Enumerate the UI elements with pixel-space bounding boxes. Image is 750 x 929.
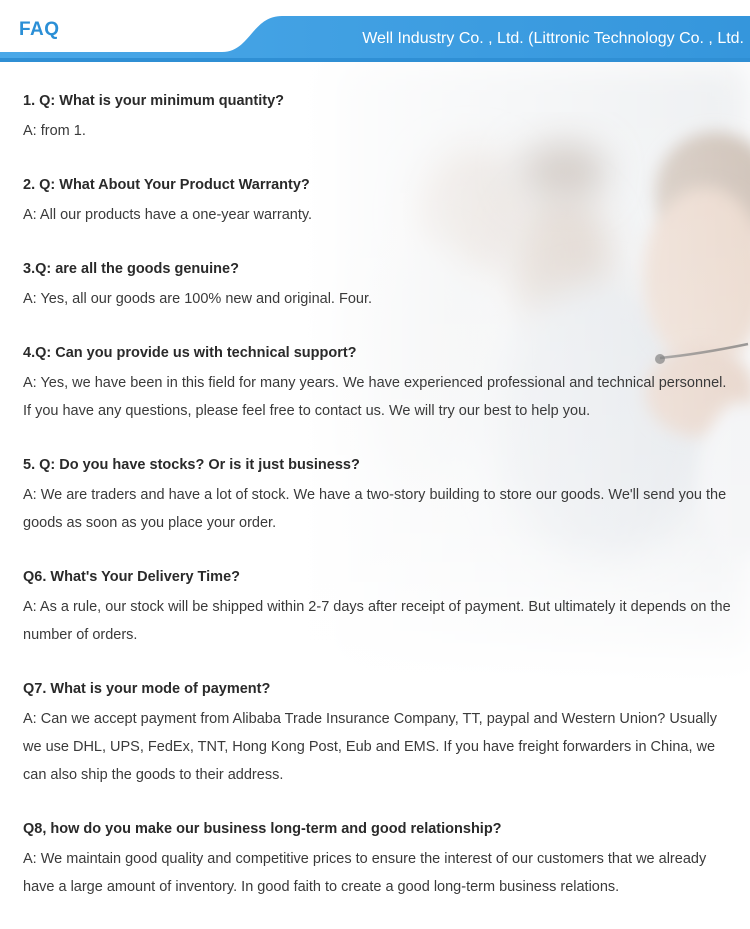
faq-list	[23, 89, 738, 929]
faq-answer: A: All our products have a one-year warranty.	[23, 207, 313, 223]
faq-question: Q6. What's Your Delivery Time?	[23, 569, 240, 585]
faq-question: Q8, how do you make our business long-term and good relationship?	[23, 821, 502, 837]
faq-answer: A: Yes, all our goods are 100% new and original. Four.	[23, 291, 373, 307]
faq-answer: A: We maintain good quality and competitive prices to ensure the interest of our customers that we already have a large amount of inventory. In good faith to create a good long-term business relations.	[23, 851, 707, 895]
faq-question: 5. Q: Do you have stocks? Or is it just business?	[23, 457, 360, 473]
faq-item	[23, 89, 738, 145]
faq-answer: A: As a rule, our stock will be shipped within 2-7 days after receipt of payment. But ultimately it depends on the number of orders.	[23, 599, 731, 643]
faq-question: 3.Q: are all the goods genuine?	[23, 261, 239, 277]
faq-item	[23, 453, 738, 537]
faq-item	[23, 257, 738, 313]
faq-question: 1. Q: What is your minimum quantity?	[23, 93, 285, 109]
company-name: Well Industry Co. , Ltd. (Littronic Technology Co. , Ltd.	[362, 30, 744, 47]
faq-question: Q7. What is your mode of payment?	[23, 681, 271, 697]
faq-answer: A: Yes, we have been in this field for many years. We have experienced professional and technical personnel. If you have any questions, please feel free to contact us. We will try our best to help you.	[23, 375, 727, 419]
faq-item	[23, 677, 738, 789]
faq-answer: A: We are traders and have a lot of stock. We have a two-story building to store our goods. We'll send you the goods as soon as you place your order.	[23, 487, 727, 531]
faq-item	[23, 341, 738, 425]
faq-answer: A: from 1.	[23, 123, 86, 139]
faq-item	[23, 565, 738, 649]
faq-question: 4.Q: Can you provide us with technical support?	[23, 345, 357, 361]
faq-item	[23, 817, 738, 901]
page-title: FAQ	[19, 19, 60, 40]
faq-question: 2. Q: What About Your Product Warranty?	[23, 177, 310, 193]
faq-answer: A: Can we accept payment from Alibaba Trade Insurance Company, TT, paypal and Western Union? Usually we use DHL, UPS, FedEx, TNT, Hong Kong Post, Eub and EMS. If you have freight forwarders in China, we can also ship the goods to their address.	[23, 711, 717, 783]
header-banner	[0, 0, 750, 62]
faq-item	[23, 173, 738, 229]
